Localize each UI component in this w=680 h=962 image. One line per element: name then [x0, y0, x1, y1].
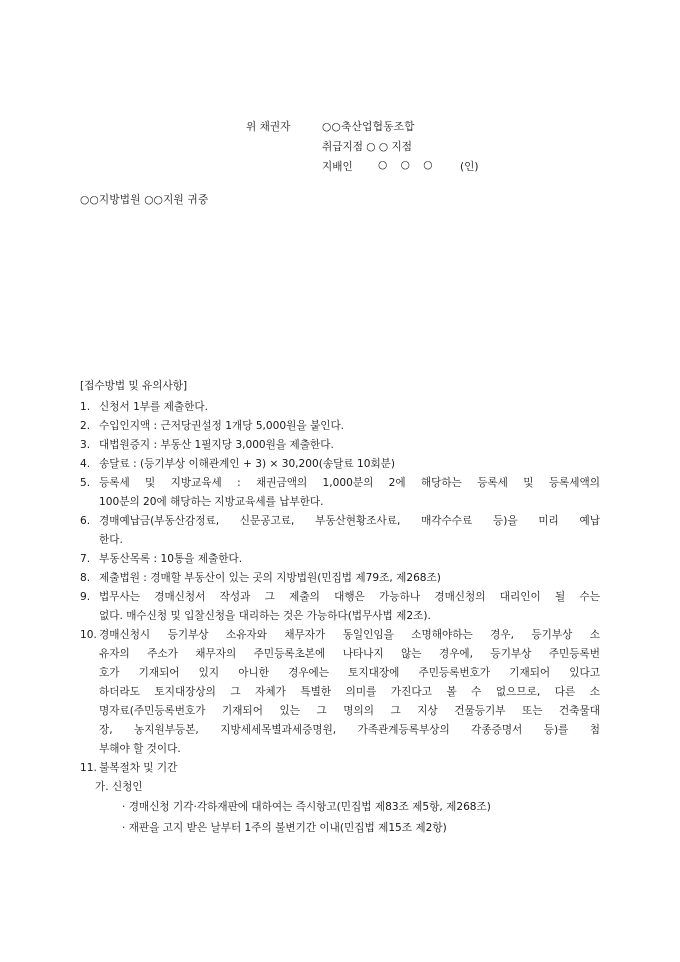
notes-item	[80, 455, 600, 474]
branch-name: 취급지점 ○ ○ 지점	[322, 141, 412, 153]
representative-name: ○ ○ ○	[378, 159, 433, 171]
notes-item-number: 6.	[80, 515, 91, 527]
notes-item	[80, 417, 600, 436]
notes-item-line: 부동산목록 : 10통을 제출한다.	[99, 553, 243, 565]
notes-item-line: 하더라도 토지대장상의 그 자체가 특별한 의미를 가진다고 볼 수 없으므로, 다른 소	[99, 686, 600, 698]
notes-item-line: 유자의 주소가 채무자의 주민등록초본에 나타나지 않는 경우에, 등기부상 주민등록번	[99, 648, 600, 660]
notes-item	[80, 588, 600, 626]
notes-item	[80, 759, 600, 778]
notes-item-line: 장, 농지원부등본, 지방세세목별과세증명원, 가족관계등록부상의 각종증명서 등)를 첨	[99, 724, 600, 736]
notes-item-line: 대법원증지 : 부동산 1필지당 3,000원을 제출한다.	[99, 439, 334, 451]
notes-item-number: 1.	[80, 401, 91, 413]
notes-item-number: 3.	[80, 439, 91, 451]
notes-item-number: 10.	[80, 629, 97, 641]
notes-item-line: 100분의 20에 해당하는 지방교육세를 납부한다.	[99, 496, 324, 508]
notes-item-number: 8.	[80, 572, 91, 584]
notes-item-line: 호가 기재되어 있지 아니한 경우에는 토지대장에 주민등록번호가 기재되어 있다고	[99, 667, 600, 679]
notes-item-number: 9.	[80, 591, 91, 603]
notes-item	[80, 398, 600, 417]
sub-heading-applicant: 가. 신청인	[95, 781, 143, 793]
appeal-bullet-item: · 재판을 고지 받은 날부터 1주의 불변기간 이내(민집법 제15조 제2항)	[122, 822, 447, 834]
creditor-name: ○○축산업협동조합	[322, 121, 415, 133]
notes-item-line: 등록세 및 지방교육세 : 채권금액의 1,000분의 2에 해당하는 등록세 및 등록세액의	[99, 477, 600, 489]
notes-item-number: 2.	[80, 420, 91, 432]
representative-label: 지배인	[322, 161, 353, 173]
notes-item	[80, 436, 600, 455]
notes-title: [접수방법 및 유의사항]	[80, 380, 188, 392]
appeal-bullets	[80, 797, 600, 839]
notes-item-line: 송달료 : (등기부상 이해관계인 + 3) × 30,200(송달료 10회분)	[99, 458, 396, 470]
notes-list	[80, 398, 600, 778]
notes-item	[80, 626, 600, 759]
creditor-label: 위 채권자	[246, 121, 291, 133]
notes-item	[80, 550, 600, 569]
notes-item-line: 경매예납금(부동산감정료, 신문공고료, 부동산현황조사료, 매각수수료 등)을 미리 예납	[99, 515, 600, 527]
notes-item-number: 11.	[80, 762, 97, 774]
notes-item-number: 7.	[80, 553, 91, 565]
notes-section	[80, 375, 600, 839]
notes-item-line: 제출법원 : 경매할 부동산이 있는 곳의 지방법원(민집법 제79조, 제268조)	[99, 572, 441, 584]
notes-item-line: 불복절차 및 기간	[99, 762, 178, 774]
notes-item-line: 부해야 할 것이다.	[99, 743, 181, 755]
notes-item-number: 5.	[80, 477, 91, 489]
court-addressee: ○○지방법원 ○○지원 귀중	[80, 194, 209, 206]
notes-item-line: 신청서 1부를 제출한다.	[99, 401, 208, 413]
notes-item-number: 4.	[80, 458, 91, 470]
notes-item-line: 명자료(주민등록번호가 기재되어 있는 그 명의의 그 지상 건물등기부 또는 건축물대	[99, 705, 600, 717]
notes-item	[80, 474, 600, 512]
notes-item	[80, 512, 600, 550]
notes-item-line: 없다. 매수신청 및 입찰신청을 대리하는 것은 가능하다(법무사법 제2조).	[99, 610, 431, 622]
notes-item	[80, 569, 600, 588]
notes-item-line: 한다.	[99, 534, 123, 546]
notes-item-line: 경매신청시 등기부상 소유자와 채무자가 동일인임을 소명해야하는 경우, 등기부상 소	[99, 629, 600, 641]
appeal-bullet-item: · 경매신청 기각·각하재판에 대하여는 즉시항고(민집법 제83조 제5항, 제268조)	[122, 801, 491, 813]
notes-item-line: 법무사는 경매신청서 작성과 그 제출의 대행은 가능하나 경매신청의 대리인이 될 수는	[99, 591, 600, 603]
notes-item-line: 수입인지액 : 근저당권설정 1개당 5,000원을 붙인다.	[99, 420, 345, 432]
seal-mark: (인)	[460, 161, 479, 173]
